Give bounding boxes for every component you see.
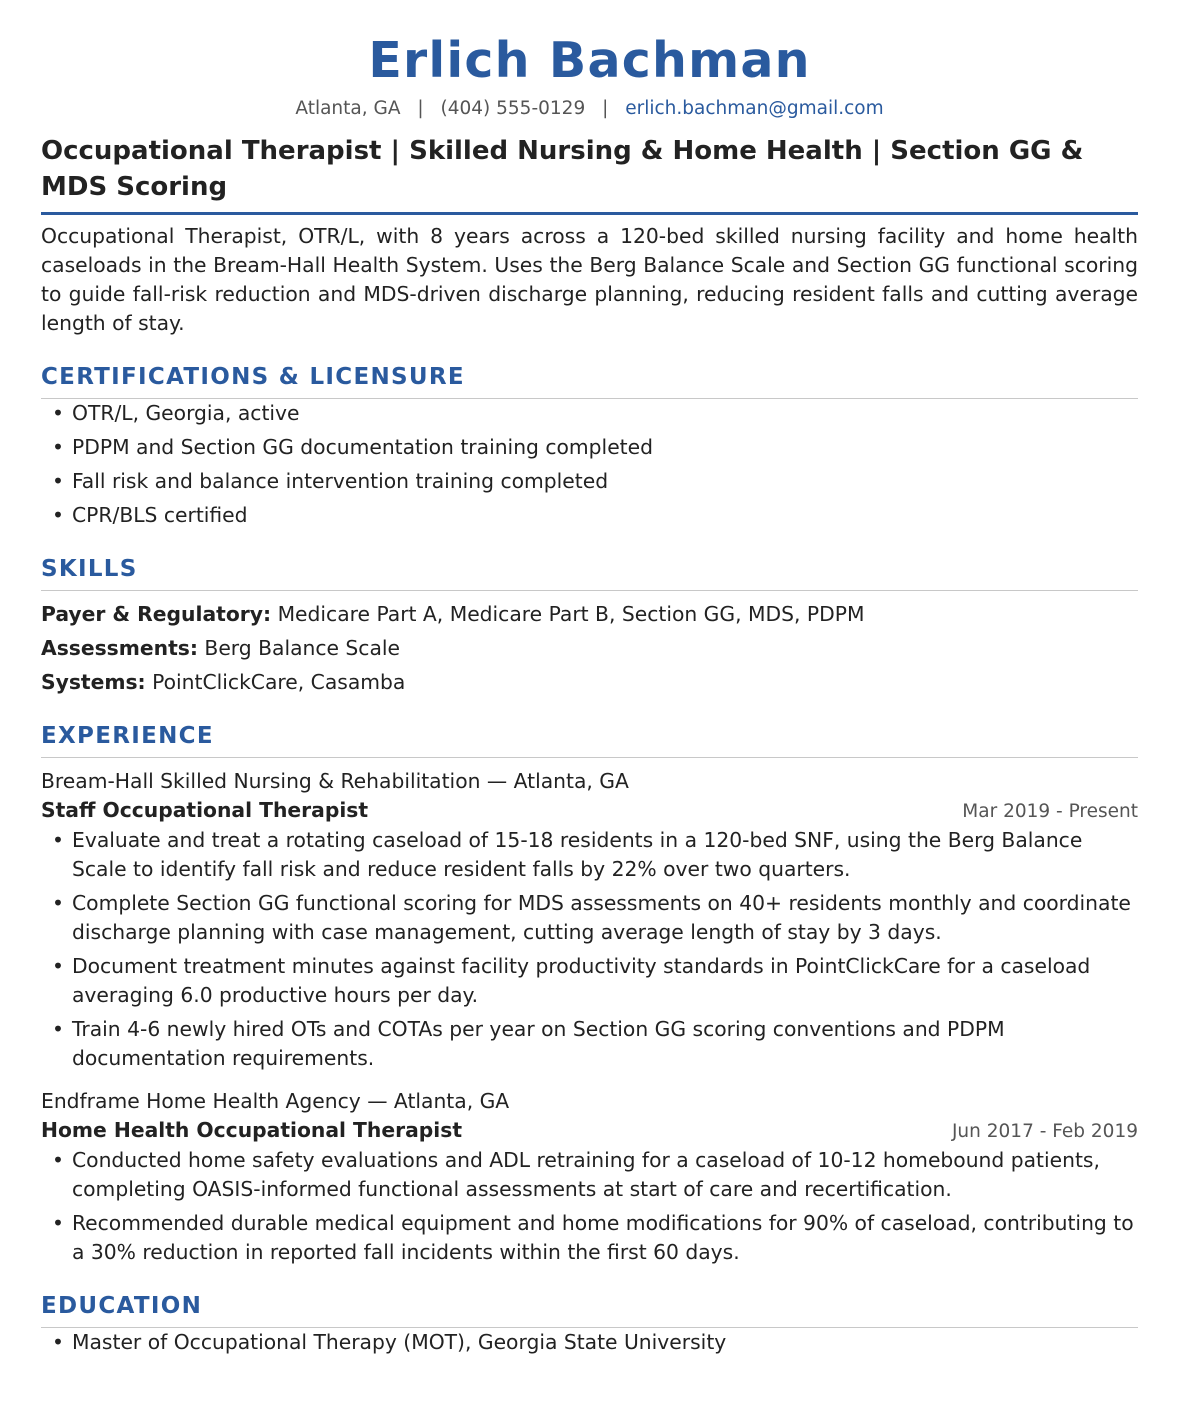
bullet-icon: • xyxy=(52,435,64,459)
list-item: • Evaluate and treat a rotating caseload of 15-18 residents in a 120-bed SNF, using the Berg Balance Scale to identify fall risk and reduce resident falls by 22% over two quarters. xyxy=(52,828,1083,881)
professional-headline: Occupational Therapist | Skilled Nursing & Home Health | Section GG & MDS Scoring xyxy=(41,133,1138,215)
list-item: • Document treatment minutes against facility productivity standards in PointClickCare for a caseload averaging 6.0 productive hours per day. xyxy=(52,954,1091,1007)
job-dates: Mar 2019 - Present xyxy=(962,801,1138,822)
contact-separator: | xyxy=(602,98,609,119)
skills-list xyxy=(41,600,1138,697)
bullet-icon: • xyxy=(52,954,64,978)
job-title: Home Health Occupational Therapist xyxy=(41,1118,463,1142)
list-item: • Recommended durable medical equipment and home modifications for 90% of caseload, contributing to a 30% reduction in reported fall incidents within the first 60 days. xyxy=(52,1211,1134,1264)
section-title-certifications: CERTIFICATIONS & LICENSURE xyxy=(41,362,1138,399)
bullet-icon: • xyxy=(52,828,64,852)
email-link[interactable]: erlich.bachman@gmail.com xyxy=(625,98,884,119)
skill-row xyxy=(41,634,1138,663)
certifications-list xyxy=(41,399,1138,530)
job-organization: Bream-Hall Skilled Nursing & Rehabilitation — Atlanta, GA xyxy=(41,769,629,793)
job-bullets xyxy=(41,1146,1138,1267)
job-title-row xyxy=(41,1116,1138,1146)
list-item: • CPR/BLS certified xyxy=(41,501,1138,530)
contact-line xyxy=(41,96,1138,122)
skill-label: Assessments: xyxy=(41,636,198,660)
bullet-icon: • xyxy=(52,1148,64,1172)
list-item: • PDPM and Section GG documentation training completed xyxy=(41,433,1138,462)
bullet-icon: • xyxy=(52,1211,64,1235)
list-item: • Fall risk and balance intervention training completed xyxy=(41,467,1138,496)
phone: (404) 555-0129 xyxy=(440,98,586,119)
list-item: • Train 4-6 newly hired OTs and COTAs per year on Section GG scoring conventions and PDPM documentation requirements. xyxy=(52,1017,1005,1070)
list-item: • OTR/L, Georgia, active xyxy=(41,399,1138,428)
skill-value: PointClickCare, Casamba xyxy=(152,670,406,694)
bullet-icon: • xyxy=(52,1017,64,1041)
bullet-icon: • xyxy=(52,503,64,527)
list-item: • Master of Occupational Therapy (MOT), Georgia State University xyxy=(41,1328,1138,1357)
section-title-experience: EXPERIENCE xyxy=(41,721,1138,758)
skill-value: Medicare Part A, Medicare Part B, Section GG, MDS, PDPM xyxy=(277,602,865,626)
summary-paragraph: Occupational Therapist, OTR/L, with 8 years across a 120-bed skilled nursing facility and home health caseloads in the Bream-Hall Health System. Uses the Berg Balance Scale and Section GG functional scoring to guide fall-risk reduction and MDS-driven discharge planning, reducing resident falls and cutting average length of stay. xyxy=(41,224,1138,335)
section-title-education: EDUCATION xyxy=(41,1291,1138,1328)
skill-label: Systems: xyxy=(41,670,146,694)
bullet-icon: • xyxy=(52,891,64,915)
list-item: • Conducted home safety evaluations and ADL retraining for a caseload of 10-12 homebound patients, completing OASIS-informed functional assessments at start of care and recertification. xyxy=(52,1148,1100,1201)
bullet-icon: • xyxy=(52,1330,64,1354)
job-dates: Jun 2017 - Feb 2019 xyxy=(951,1121,1138,1142)
skill-row xyxy=(41,668,1138,697)
candidate-name: Erlich Bachman xyxy=(368,32,811,89)
job-title-row xyxy=(41,796,1138,826)
bullet-icon: • xyxy=(52,401,64,425)
skill-row xyxy=(41,600,1138,629)
location: Atlanta, GA xyxy=(295,98,401,119)
job-bullets xyxy=(41,826,1138,1073)
job-entry xyxy=(41,1087,1138,1267)
list-item: • Complete Section GG functional scoring for MDS assessments on 40+ residents monthly and coordinate discharge planning with case management, cutting average length of stay by 3 days. xyxy=(52,891,1131,944)
skill-label: Payer & Regulatory: xyxy=(41,602,272,626)
job-entry xyxy=(41,767,1138,1073)
contact-separator: | xyxy=(417,98,424,119)
skill-value: Berg Balance Scale xyxy=(204,636,400,660)
section-title-skills: SKILLS xyxy=(41,554,1138,591)
job-organization: Endframe Home Health Agency — Atlanta, GA xyxy=(41,1089,510,1113)
education-list xyxy=(41,1328,1138,1357)
bullet-icon: • xyxy=(52,469,64,493)
job-title: Staff Occupational Therapist xyxy=(41,798,369,822)
